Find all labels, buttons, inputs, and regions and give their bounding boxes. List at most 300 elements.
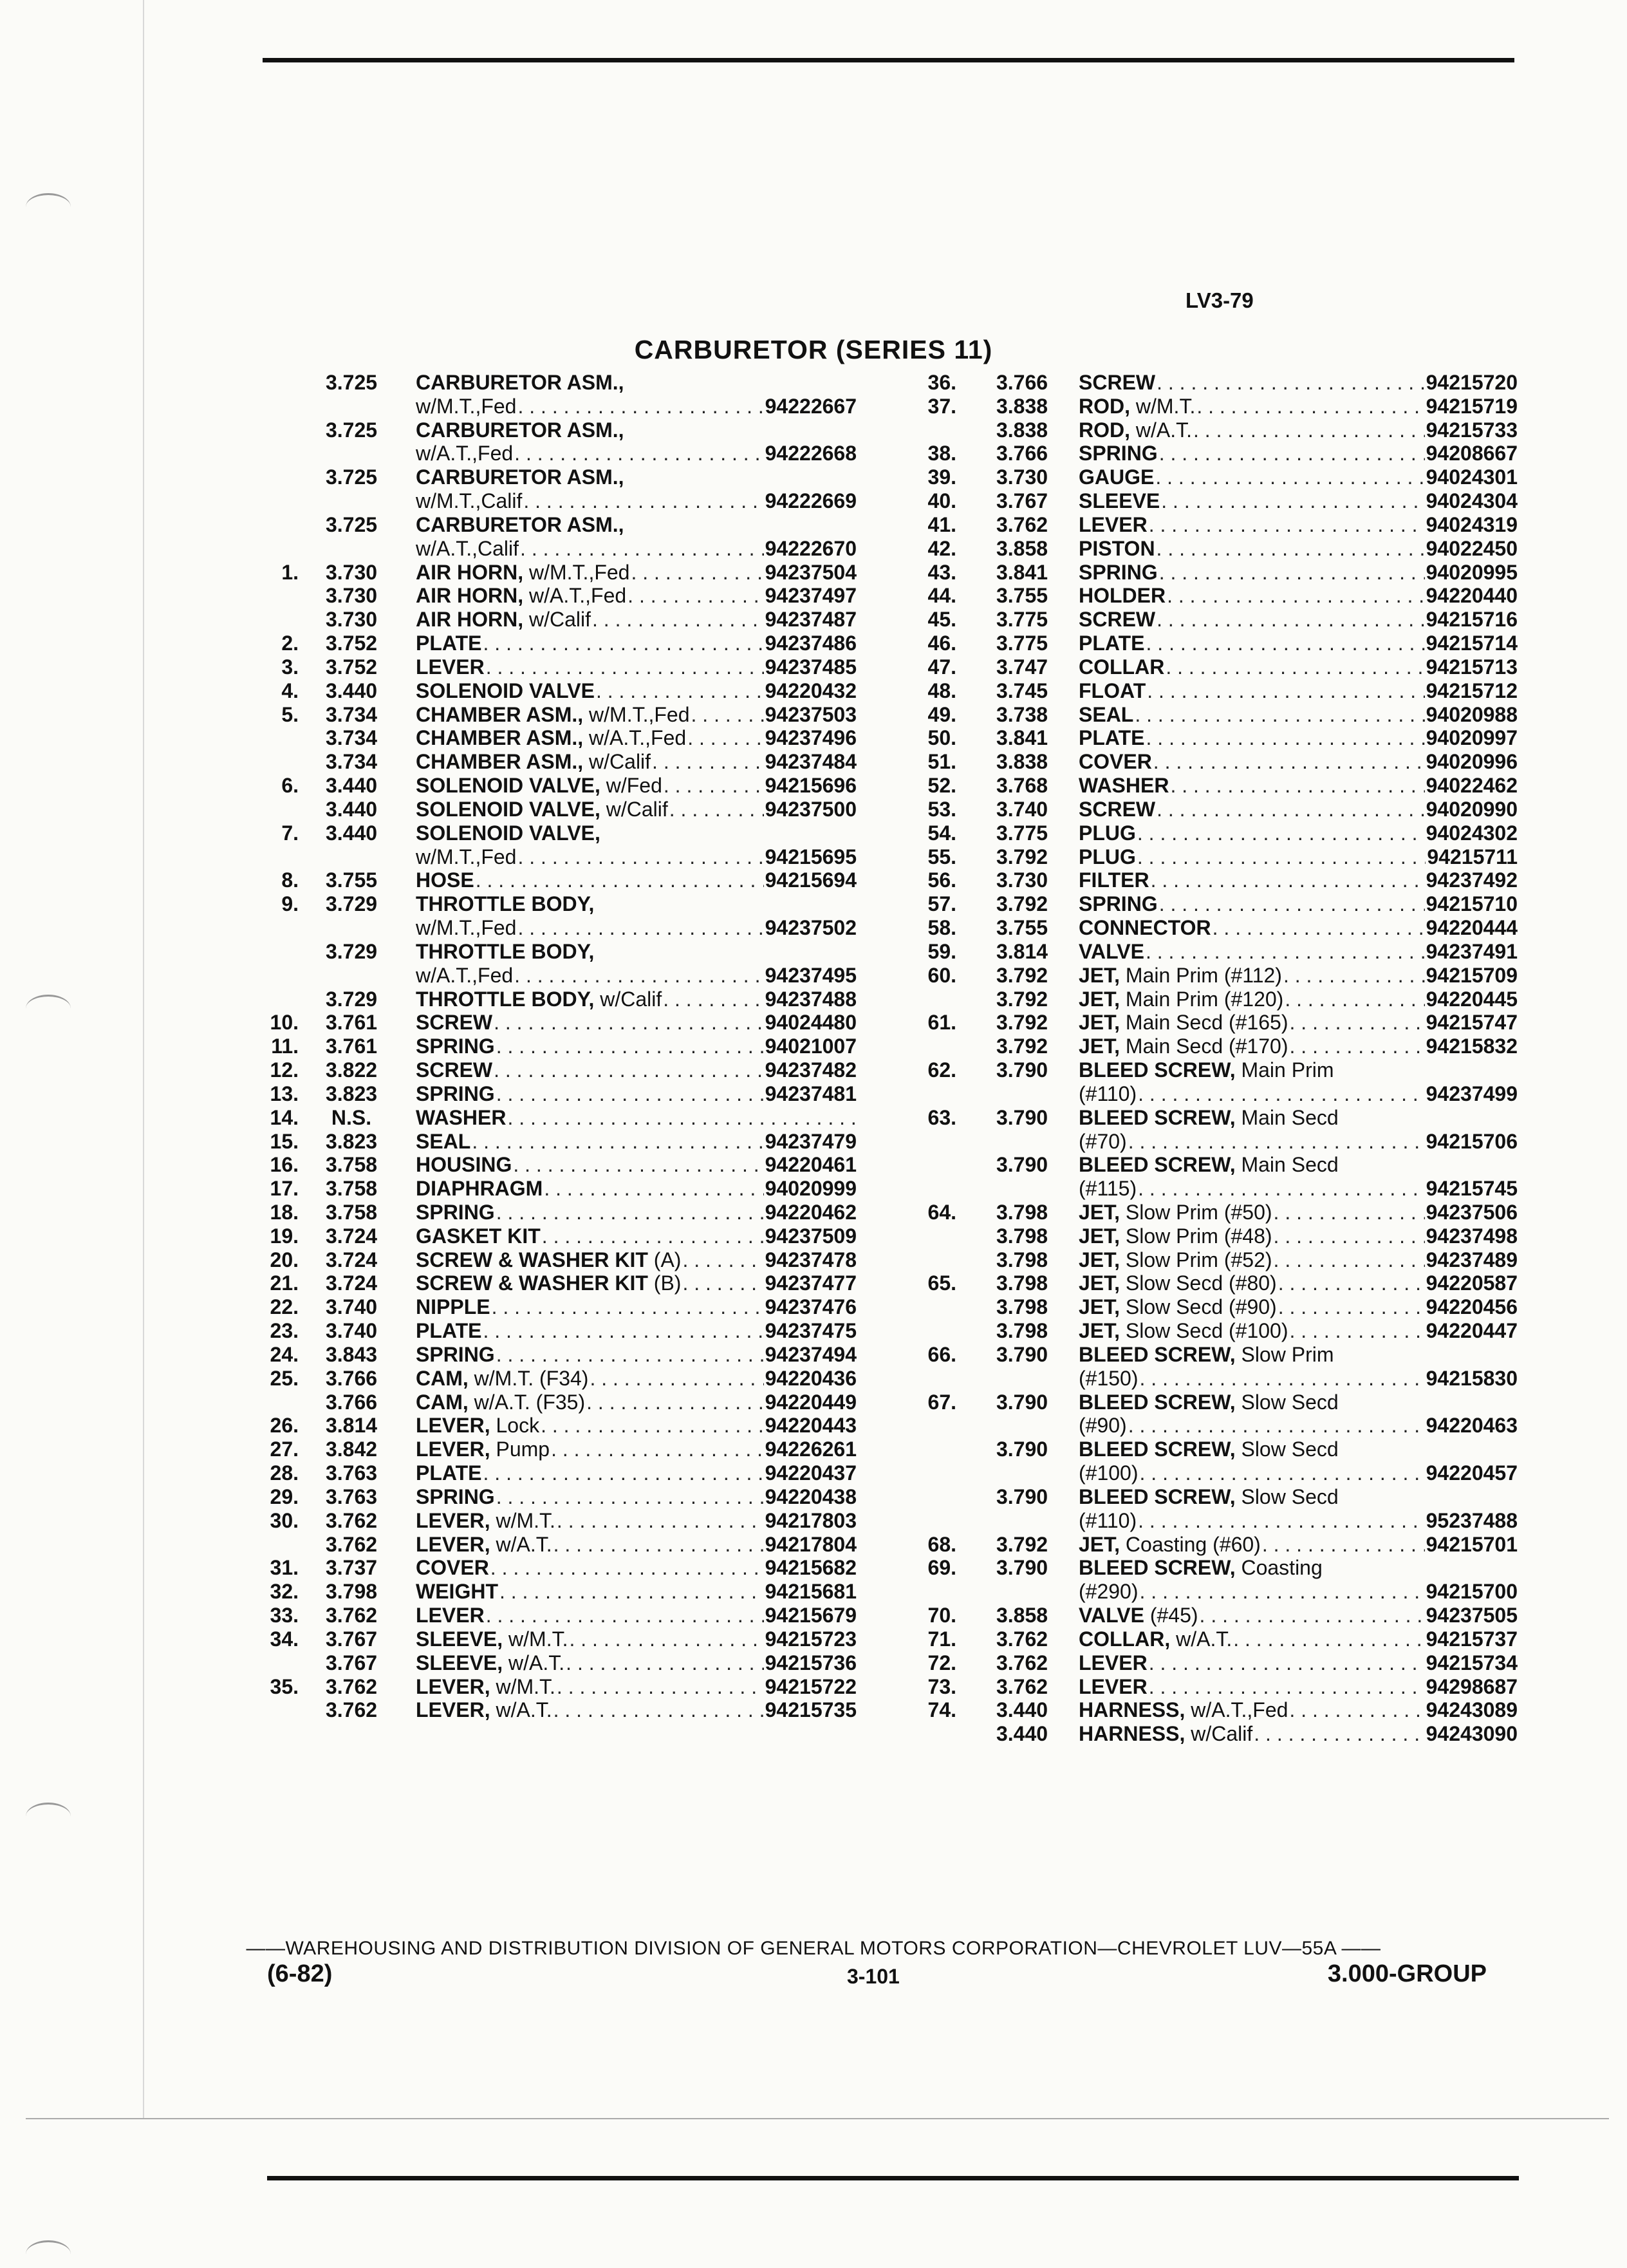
description-cell [1079,726,1518,750]
parts-list-row [913,1319,1518,1343]
part-number: 94237502 [765,916,857,940]
description-cell [416,1058,857,1082]
leader-dots [1149,513,1425,537]
parts-list-row [913,1343,1518,1367]
part-number: 94215719 [1426,394,1518,418]
part-description: JET, Slow Secd (#100) [1079,1319,1288,1343]
part-number: 94215735 [765,1698,857,1722]
group-number: 3.440 [325,774,378,798]
part-number: 94215736 [765,1651,857,1674]
parts-list-row [913,1556,1518,1580]
part-description: JET, Main Secd (#165) [1079,1011,1288,1035]
description-cell [416,371,857,395]
parts-list-row [913,489,1518,513]
parts-list-row [255,632,857,655]
group-number: 3.761 [325,1011,378,1035]
description-cell [416,988,857,1011]
part-number: 94215682 [765,1556,857,1580]
ref-number: 19. [270,1224,299,1248]
part-number: 94237491 [1426,939,1518,963]
part-description: PLATE [416,1461,482,1485]
part-description: (#150) [1079,1366,1139,1390]
group-number: 3.755 [996,584,1048,608]
leader-dots [669,798,764,821]
group-number: 3.775 [996,632,1048,655]
part-description: CAM, w/A.T. (F35) [416,1390,586,1414]
part-description: LEVER, w/M.T. [416,1674,555,1698]
part-number: 94215713 [1426,655,1518,679]
part-description: CAM, w/M.T. (F34) [416,1366,589,1390]
part-number: 94024301 [1426,465,1518,489]
description-cell [1079,821,1518,845]
description-cell [1079,584,1518,608]
ref-number: 25. [270,1366,299,1390]
parts-list-row [913,655,1518,679]
ref-number: 49. [927,702,956,726]
ref-number: 48. [927,679,956,702]
ref-number: 38. [927,442,956,465]
leader-dots [1278,1271,1425,1295]
part-description: BLEED SCREW, Slow Secd [1079,1485,1339,1508]
group-number: 3.767 [325,1627,378,1651]
ref-number: 62. [927,1058,956,1082]
part-description: SEAL [416,1129,471,1153]
parts-list-row [255,703,857,727]
description-cell [1079,632,1518,655]
part-description: CHAMBER ASM., w/Calif [416,750,651,774]
group-number: 3.790 [996,1153,1048,1177]
parts-list-row [913,1295,1518,1319]
description-cell [416,1248,857,1272]
leader-dots [541,1414,764,1438]
part-number: 94020997 [1426,726,1518,750]
description-cell [1079,1722,1518,1746]
part-number: 94215694 [765,868,857,892]
group-number: 3.762 [996,1627,1048,1651]
part-description: SCREW [1079,608,1156,632]
description-cell [416,1106,857,1130]
parts-list-row [913,1414,1518,1438]
ref-number: 73. [927,1674,956,1698]
description-cell [1079,1604,1518,1627]
leader-dots [1274,1224,1425,1248]
group-number: 3.763 [325,1461,378,1485]
part-number: 94220444 [1426,916,1518,940]
parts-list-row [913,1651,1518,1675]
ref-number: 9. [281,892,299,916]
parts-list-row [913,513,1518,537]
part-description: JET, Slow Secd (#80) [1079,1271,1277,1295]
leader-dots [1147,679,1424,703]
group-number: 3.440 [996,1698,1048,1722]
ref-number: 74. [927,1698,956,1722]
group-number: 3.767 [325,1651,378,1674]
part-number: 94215832 [1426,1035,1518,1058]
leader-dots [1170,774,1424,798]
part-description: JET, Slow Secd (#90) [1079,1295,1277,1319]
parts-list-row [255,750,857,774]
group-number: 3.440 [325,797,378,821]
parts-list-row [255,1627,857,1651]
leader-dots [691,703,764,727]
group-number: 3.745 [996,679,1048,702]
part-number: 94215700 [1426,1580,1518,1604]
description-cell [416,1035,857,1058]
description-cell [1079,1391,1518,1414]
parts-list-row [255,1533,857,1557]
ref-number: 29. [270,1485,299,1508]
ref-number: 24. [270,1342,299,1366]
group-number: 3.758 [325,1177,378,1201]
ref-number: 30. [270,1508,299,1532]
parts-list-row [255,1248,857,1272]
part-description: SOLENOID VALVE, w/Fed [416,774,662,798]
part-number: 94220463 [1426,1414,1518,1438]
part-number: 94237481 [765,1082,857,1105]
group-number: 3.755 [325,868,378,892]
leader-dots [483,1461,764,1485]
ref-number: 44. [927,584,956,608]
parts-list-row [913,868,1518,892]
parts-list-row [255,1271,857,1295]
description-cell [1079,1461,1518,1485]
part-description: COVER [1079,750,1152,774]
part-description: LEVER, Lock [416,1414,540,1438]
part-number: 94220440 [1426,584,1518,608]
footer-group: 3.000-GROUP [1327,1960,1487,1987]
description-cell [416,584,857,608]
leader-dots [1157,371,1425,395]
part-description: HOSE [416,868,474,892]
parts-list-row [255,1130,857,1154]
description-cell [1079,371,1518,395]
part-description: LEVER [1079,1674,1148,1698]
parts-list-row [913,608,1518,632]
part-description: JET, Main Prim (#120) [1079,987,1284,1011]
leader-dots [551,1438,764,1461]
parts-list-row [255,608,857,632]
parts-list-row [913,1201,1518,1224]
leader-dots [1128,1130,1425,1154]
part-description: CHAMBER ASM., w/M.T.,Fed [416,702,690,726]
parts-list-row [913,1248,1518,1272]
part-description: PLATE [416,632,482,655]
description-cell [1079,1224,1518,1248]
part-number: 94215701 [1426,1532,1518,1556]
description-cell [1079,1295,1518,1319]
ref-number: 40. [927,489,956,513]
description-cell [416,537,857,561]
part-description: (#290) [1079,1580,1139,1604]
group-number: 3.798 [996,1271,1048,1295]
leader-dots [566,1651,763,1675]
description-cell [416,940,857,964]
group-number: 3.724 [325,1224,378,1248]
part-number: 94237500 [765,797,857,821]
parts-list-row [913,1177,1518,1201]
group-number: 3.761 [325,1035,378,1058]
description-cell [1079,1438,1518,1461]
punch-mark [26,995,71,1022]
part-description: PLATE [416,1319,482,1343]
part-description: SCREW [1079,797,1156,821]
parts-list-row [255,1391,857,1414]
part-description: w/M.T.,Fed [416,845,517,868]
leader-dots [486,655,764,679]
footer-page-number: 3-101 [847,1965,900,1988]
description-cell [1079,750,1518,774]
description-cell [416,1177,857,1201]
ref-number: 43. [927,560,956,584]
part-description: JET, Slow Prim (#48) [1079,1224,1272,1248]
part-number: 94243089 [1426,1698,1518,1722]
leader-dots [517,845,763,869]
part-description: SPRING [416,1200,495,1224]
leader-dots [486,1604,764,1627]
parts-list-row [255,395,857,418]
part-description: CARBURETOR ASM., [416,465,624,489]
parts-list-row [913,1604,1518,1627]
ref-number: 50. [927,726,956,750]
part-description: (#100) [1079,1461,1139,1485]
parts-list-row [913,774,1518,798]
group-number: 3.790 [996,1438,1048,1461]
leader-dots [494,1058,764,1082]
description-cell [1079,892,1518,916]
parts-list-row [913,1153,1518,1177]
group-number: 3.814 [996,939,1048,963]
ref-number: 58. [927,916,956,940]
group-number: 3.790 [996,1485,1048,1508]
ref-number: 55. [927,845,956,868]
group-number: 3.790 [996,1556,1048,1580]
leader-dots [542,1224,764,1248]
group-number: 3.762 [325,1532,378,1556]
leader-dots [494,1011,764,1035]
leader-dots [663,988,763,1011]
description-cell [416,608,857,632]
part-number: 94220587 [1426,1271,1518,1295]
group-number: 3.792 [996,1011,1048,1035]
leader-dots [682,1248,763,1272]
description-cell [1079,1698,1518,1722]
group-number: 3.740 [325,1319,378,1343]
parts-list-row [255,442,857,465]
parts-list-row [913,1675,1518,1699]
description-cell [1079,537,1518,561]
part-number: 94215734 [1426,1651,1518,1674]
parts-list-row [255,513,857,537]
leader-dots [569,1627,763,1651]
group-number: 3.823 [325,1129,378,1153]
ref-number: 72. [927,1651,956,1674]
parts-list-row [913,1509,1518,1533]
leader-dots [544,1177,763,1201]
part-number: 94215711 [1427,845,1518,868]
description-cell [416,892,857,916]
part-description: LEVER [416,1604,485,1627]
part-number: 94237495 [765,963,857,987]
parts-list-row [255,1035,857,1058]
leader-dots [1278,1295,1425,1319]
part-number: 94220436 [765,1366,857,1390]
part-number: 94243090 [1426,1722,1518,1746]
part-number: 94215679 [765,1604,857,1627]
part-number: 94237488 [765,987,857,1011]
ref-number: 2. [281,632,299,655]
ref-number: 14. [270,1105,299,1129]
leader-dots [1233,1627,1424,1651]
part-description: WASHER [1079,774,1169,798]
group-number: 3.775 [996,821,1048,845]
group-number: 3.729 [325,939,378,963]
parts-list-row [913,964,1518,988]
part-number: 94237477 [765,1271,857,1295]
ref-number: 36. [927,371,956,394]
ref-number: 20. [270,1248,299,1271]
parts-list-row [913,726,1518,750]
part-description: VALVE (#45) [1079,1604,1198,1627]
part-description: BLEED SCREW, Slow Secd [1079,1390,1339,1414]
part-number: 94226261 [765,1438,857,1461]
part-description: w/M.T.,Calif [416,489,523,513]
leader-dots [1153,750,1425,774]
leader-dots [496,1082,764,1106]
description-cell [1079,1651,1518,1675]
description-cell [416,726,857,750]
leader-dots [1149,1651,1425,1675]
part-number: 94024302 [1426,821,1518,845]
part-number: 94024480 [765,1011,857,1035]
group-number: 3.755 [996,916,1048,940]
parts-list-row [255,418,857,442]
description-cell [1079,465,1518,489]
part-description: (#110) [1079,1508,1137,1532]
description-cell [416,418,857,442]
part-number: 94237479 [765,1129,857,1153]
description-cell [416,465,857,489]
ref-number: 45. [927,608,956,632]
part-description: BLEED SCREW, Main Secd [1079,1153,1339,1177]
parts-list-row [255,1485,857,1509]
parts-list-row [913,988,1518,1011]
leader-dots [1285,988,1424,1011]
group-number: 3.734 [325,702,378,726]
part-number: 94215712 [1426,679,1518,702]
description-cell [1079,608,1518,632]
part-description: LEVER, w/M.T. [416,1508,555,1532]
description-cell [416,1438,857,1461]
leader-dots [496,1485,764,1509]
leader-dots [1290,1035,1425,1058]
group-number: 3.838 [996,418,1048,442]
part-number: 94020990 [1426,797,1518,821]
ref-number: 10. [270,1011,299,1035]
ref-number: 51. [927,750,956,774]
leader-dots [557,1675,764,1699]
group-number: 3.729 [325,987,378,1011]
group-number: 3.752 [325,632,378,655]
part-description: BLEED SCREW, Slow Prim [1079,1342,1334,1366]
part-description: WEIGHT [416,1580,498,1604]
group-number: 3.762 [996,1674,1048,1698]
ref-number: 22. [270,1295,299,1319]
parts-list-row [255,1698,857,1722]
parts-list-row [255,1224,857,1248]
ref-number: 63. [927,1105,956,1129]
scan-edge-line [26,2118,1609,2119]
description-cell [416,868,857,892]
description-cell [1079,679,1518,703]
part-number: 94237498 [1426,1224,1518,1248]
leader-dots [553,1533,764,1557]
leader-dots [1254,1722,1424,1746]
parts-list-row [255,1438,857,1461]
leader-dots [496,1035,764,1058]
group-number: 3.792 [996,1035,1048,1058]
leader-dots [1135,703,1424,727]
ref-number: 60. [927,963,956,987]
group-number: 3.762 [325,1674,378,1698]
part-number: 94215733 [1426,418,1518,442]
part-description: JET, Slow Prim (#52) [1079,1248,1272,1271]
description-cell [416,845,857,869]
parts-list-row [913,1461,1518,1485]
group-number: 3.737 [325,1556,378,1580]
part-number: 94220432 [765,679,857,702]
part-number: 94222669 [765,489,857,513]
group-number: 3.838 [996,394,1048,418]
part-description: SOLENOID VALVE, w/Calif [416,797,668,821]
description-cell [416,1556,857,1580]
parts-list-row [255,821,857,845]
part-description: SPRING [1079,442,1158,465]
description-cell [1079,1106,1518,1130]
leader-dots [1138,1509,1425,1533]
ref-number: 68. [927,1532,956,1556]
part-number: 94237489 [1426,1248,1518,1271]
footer-date: (6-82) [267,1960,333,1987]
parts-list-row [255,1580,857,1604]
part-number: 94220438 [765,1485,857,1508]
group-number: 3.792 [996,1532,1048,1556]
parts-list-row [255,465,857,489]
group-number: 3.843 [325,1342,378,1366]
leader-dots [1200,1604,1425,1627]
description-cell [1079,1509,1518,1533]
description-cell [416,1461,857,1485]
description-cell [1079,1177,1518,1201]
part-number: 94020999 [765,1177,857,1201]
description-cell [416,1604,857,1627]
parts-list-row [913,1106,1518,1130]
description-cell [1079,964,1518,988]
leader-dots [628,584,763,608]
parts-list-left-column [255,371,857,1722]
ref-number: 15. [270,1129,299,1153]
parts-list-row [255,964,857,988]
description-cell [1079,1130,1518,1154]
part-description: JET, Slow Prim (#50) [1079,1200,1272,1224]
ref-number: 67. [927,1390,956,1414]
part-description: HOLDER [1079,584,1166,608]
leader-dots [1167,584,1425,608]
description-cell [1079,1058,1518,1082]
description-cell [416,1580,857,1604]
parts-list-row [255,561,857,585]
part-number: 94237487 [765,608,857,632]
group-number: 3.766 [996,442,1048,465]
